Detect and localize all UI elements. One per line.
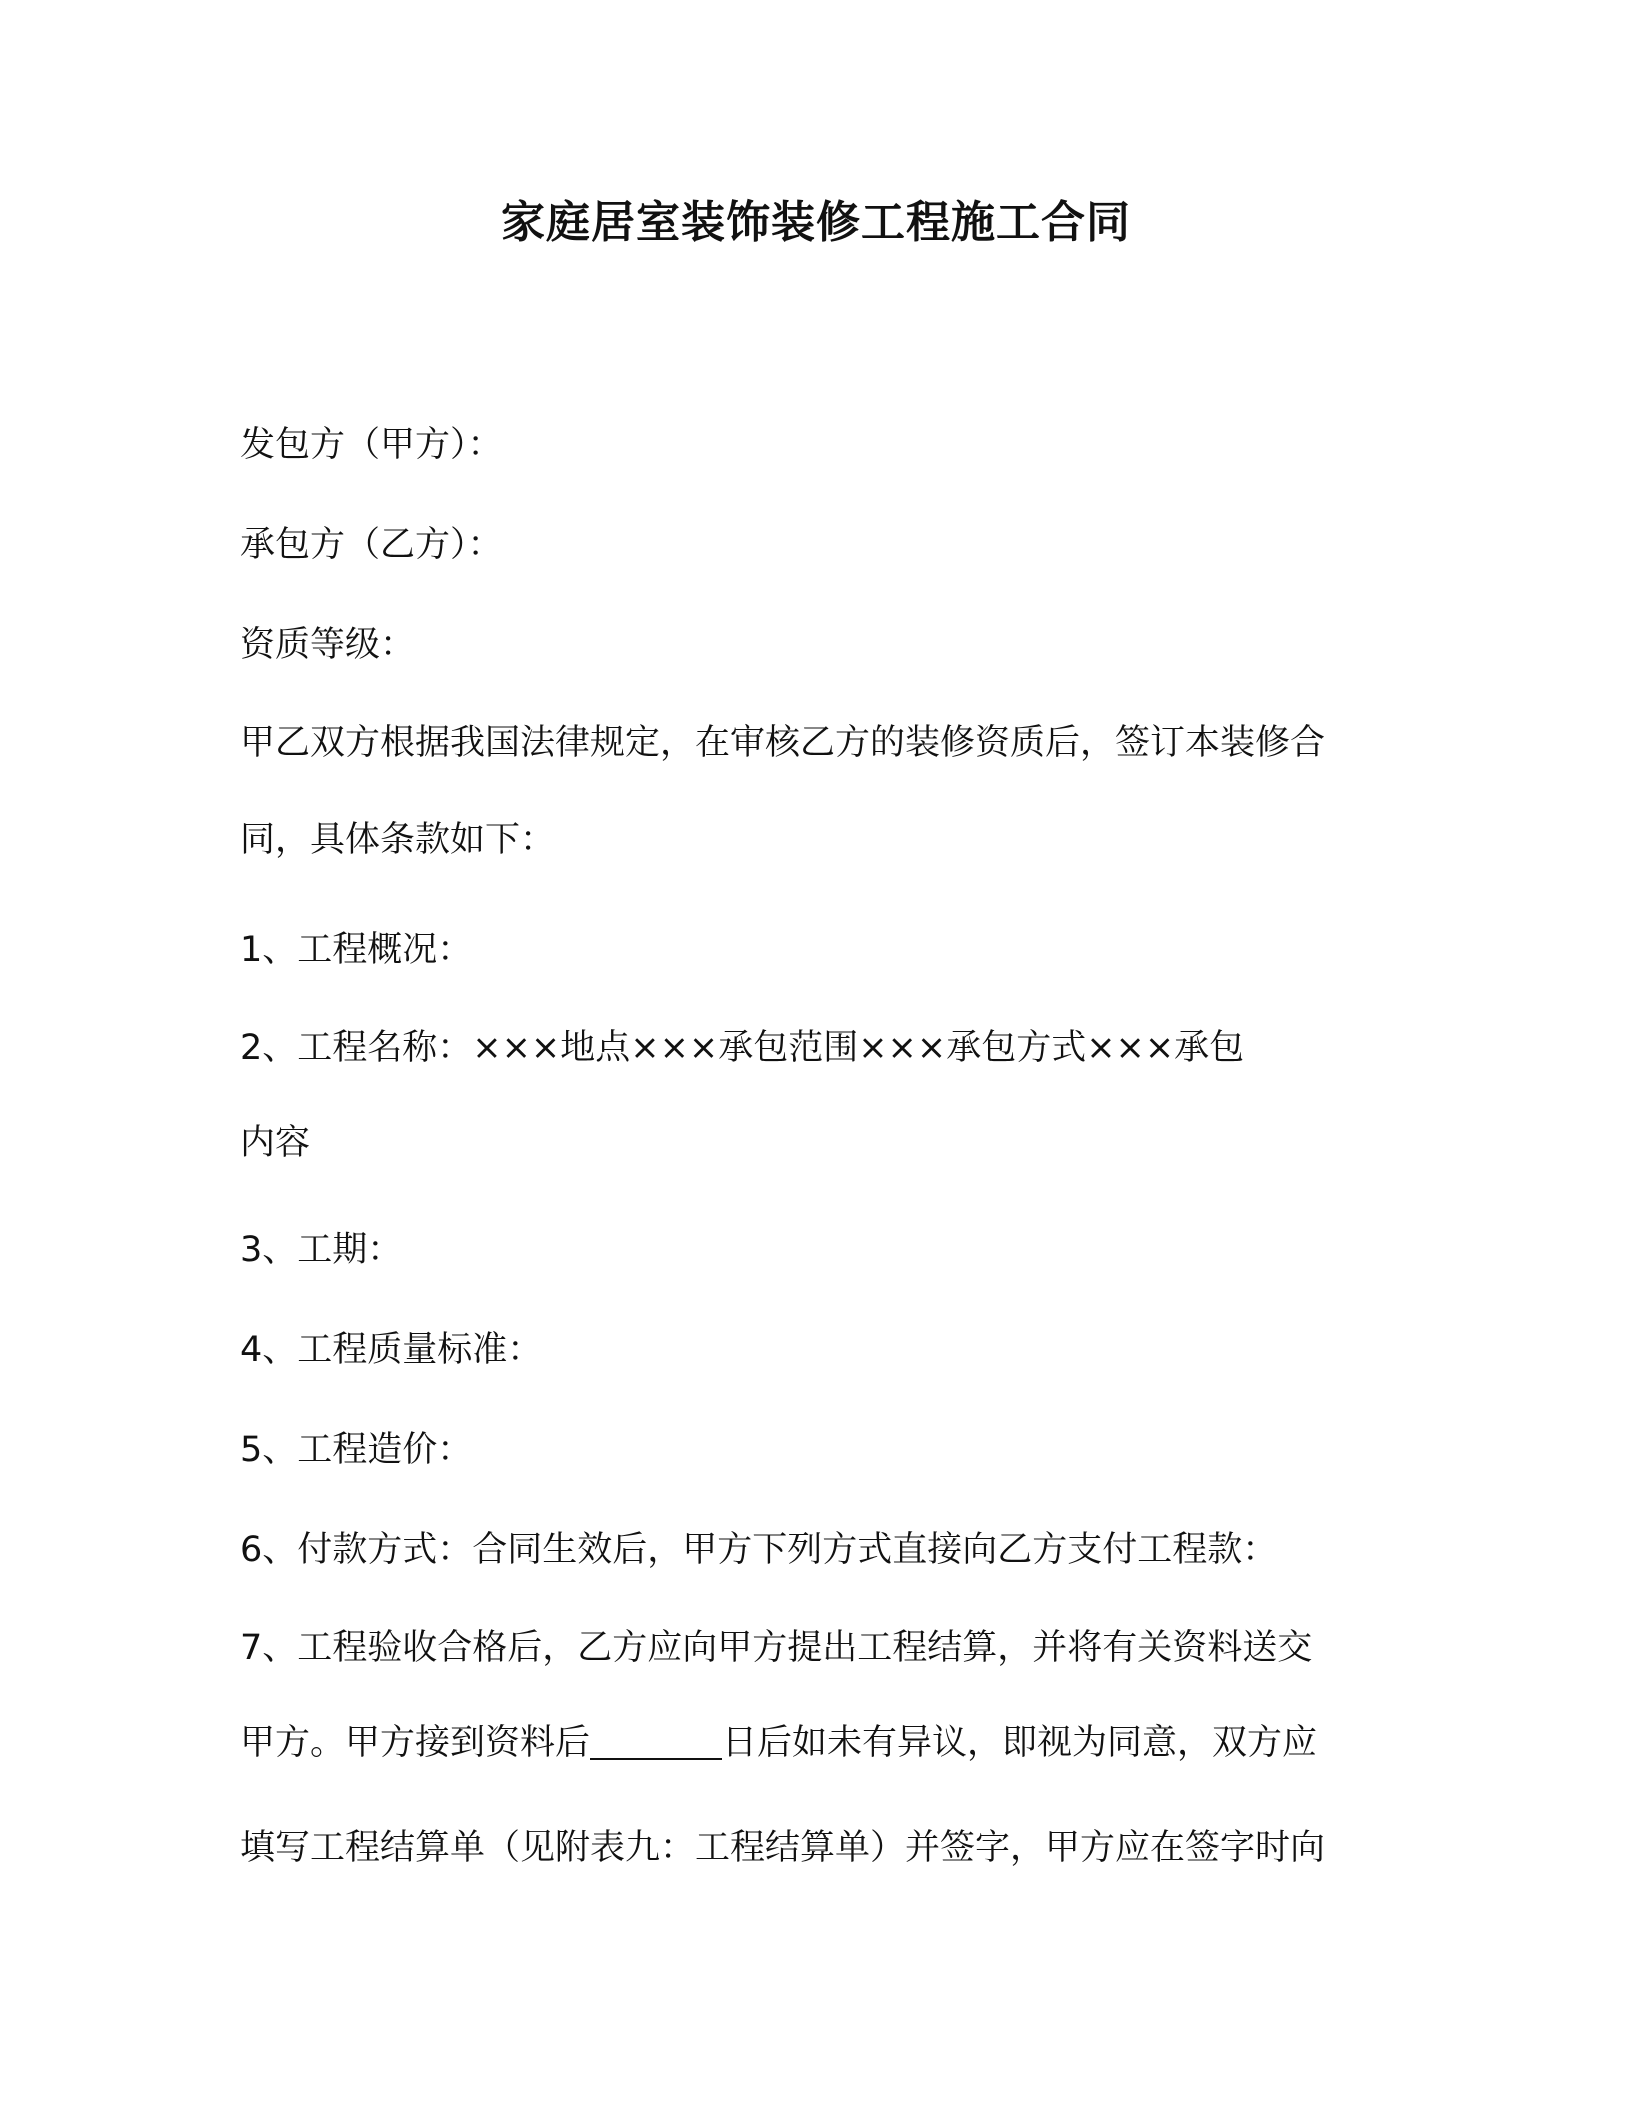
clause-5: 5、工程造价： (240, 1430, 473, 1470)
clause-1: 1、工程概况： (240, 930, 473, 970)
clause-7-line-2 (240, 1718, 1390, 1768)
clause-7-line-3: 填写工程结算单（见附表九：工程结算单）并签字，甲方应在签字时向 (240, 1828, 1326, 1868)
clause-7-line-2-before: 甲方。甲方接到资料后 (240, 1723, 591, 1763)
clause-7-line-2-after: 日后如未有异议，即视为同意，双方应 (722, 1723, 1318, 1763)
clause-2-line-1: 2、工程名称：×××地点×××承包范围×××承包方式×××承包 (240, 1028, 1245, 1068)
fill-in-blank-days (590, 1718, 722, 1760)
clause-7-line-1: 7、工程验收合格后，乙方应向甲方提出工程结算，并将有关资料送交 (240, 1628, 1313, 1668)
party-a-label: 发包方（甲方）： (240, 425, 503, 465)
clause-3: 3、工期： (240, 1230, 403, 1270)
clause-2-line-2: 内容 (240, 1123, 311, 1163)
intro-line-2: 同，具体条款如下： (240, 820, 556, 860)
qualification-label: 资质等级： (240, 625, 416, 665)
intro-line-1: 甲乙双方根据我国法律规定，在审核乙方的装修资质后，签订本装修合 (240, 723, 1326, 763)
party-b-label: 承包方（乙方）： (240, 525, 503, 565)
contract-title: 家庭居室装饰装修工程施工合同 (501, 197, 1131, 248)
clause-6: 6、付款方式：合同生效后，甲方下列方式直接向乙方支付工程款： (240, 1530, 1278, 1570)
clause-4: 4、工程质量标准： (240, 1330, 543, 1370)
